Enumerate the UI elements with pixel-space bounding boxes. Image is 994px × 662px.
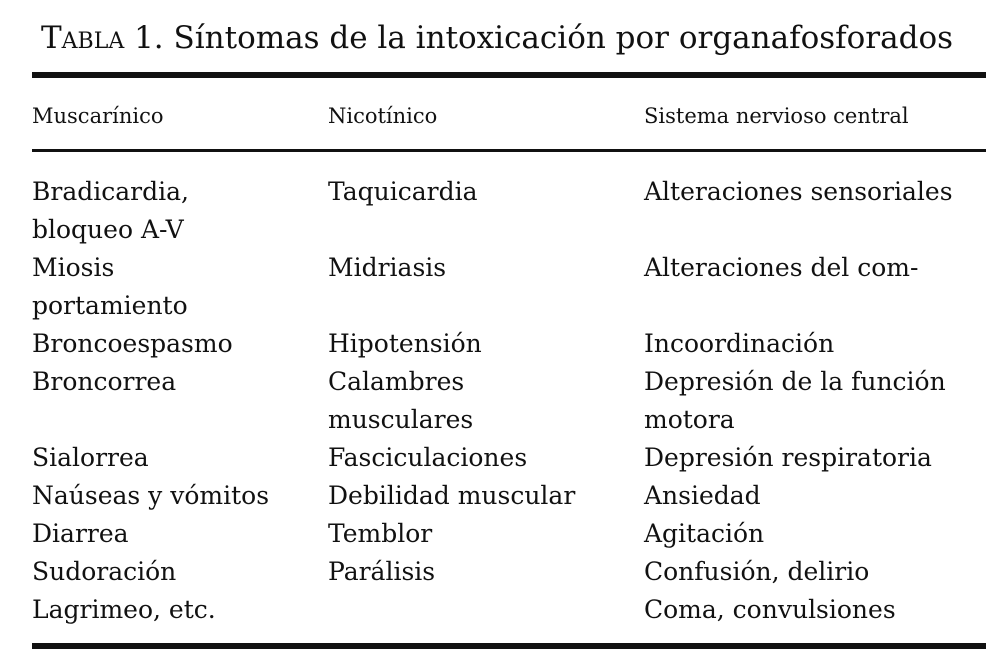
table-cell: Midriasis [328, 253, 447, 282]
table-cell: Confusión, delirio [644, 557, 870, 586]
table-cell: Lagrimeo, etc. [32, 595, 216, 624]
table-cell: Ansiedad [644, 481, 761, 510]
column-cns [644, 173, 989, 629]
header-cns: Sistema nervioso central [644, 104, 909, 128]
table-cell: Debilidad muscular [328, 481, 576, 510]
table-cell: Calambres [328, 367, 465, 396]
column-muscarinic [32, 173, 322, 629]
table-cell: Parálisis [328, 557, 436, 586]
table-cell: Incoordinación [644, 329, 835, 358]
table-cell: Broncoespasmo [32, 329, 233, 358]
table-cell: bloqueo A-V [32, 215, 184, 244]
column-nicotinic [328, 173, 628, 629]
table-cell: motora [644, 405, 735, 434]
table-cell: Coma, convulsiones [644, 595, 896, 624]
table-cell: musculares [328, 405, 474, 434]
table-cell: Depresión respiratoria [644, 443, 932, 472]
table-cell: Temblor [328, 519, 433, 548]
table-cell: Sialorrea [32, 443, 149, 472]
table-cell: Bradicardia, [32, 177, 189, 206]
caption-text: 1. Síntomas de la intoxicación por organafosforados [124, 20, 954, 56]
table-cell: Sudoración [32, 557, 177, 586]
table-cell: Miosis [32, 253, 115, 282]
table-cell [644, 287, 989, 325]
table-caption [0, 16, 994, 60]
table-cell: Alteraciones sensoriales [644, 177, 953, 206]
table-cell: Depresión de la función [644, 367, 946, 396]
table-cell: portamiento [32, 291, 188, 320]
table-cell [328, 591, 628, 629]
header-muscarinic: Muscarínico [32, 104, 164, 128]
table-cell: Fasciculaciones [328, 443, 528, 472]
table-cell: Naúseas y vómitos [32, 481, 270, 510]
header-rule [32, 149, 986, 152]
top-rule [32, 72, 986, 78]
header-nicotinic: Nicotínico [328, 104, 438, 128]
table-cell: Broncorrea [32, 367, 177, 396]
table-cell [32, 401, 322, 439]
table-cell [328, 211, 628, 249]
caption-label: Tabla [40, 20, 125, 56]
table-cell: Agitación [644, 519, 765, 548]
table-cell: Hipotensión [328, 329, 482, 358]
table-cell: Taquicardia [328, 177, 478, 206]
bottom-rule [32, 643, 986, 649]
table-cell: Alteraciones del com- [644, 253, 919, 282]
table-cell: Diarrea [32, 519, 129, 548]
table-cell [644, 211, 989, 249]
table-cell [328, 287, 628, 325]
